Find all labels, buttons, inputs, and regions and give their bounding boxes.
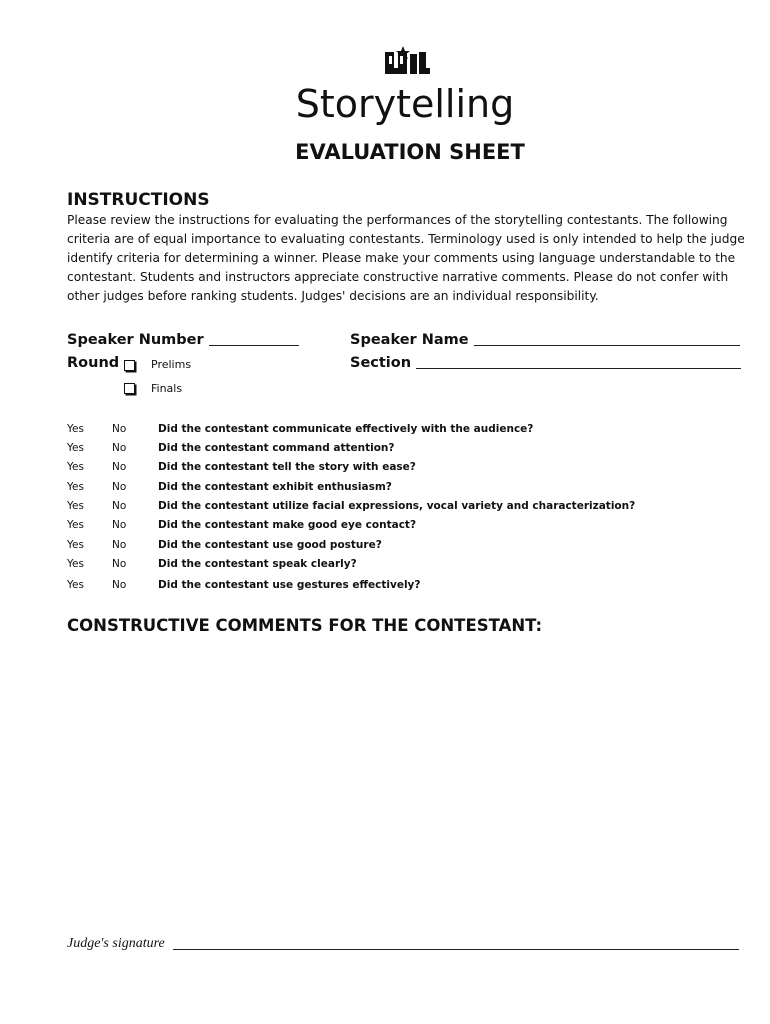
section-line[interactable] <box>416 367 741 369</box>
prelims-checkbox[interactable] <box>124 358 135 376</box>
yes-option[interactable]: Yes <box>67 423 84 435</box>
prelims-label: Prelims <box>151 358 192 371</box>
speaker-name-line[interactable] <box>474 344 740 346</box>
finals-label: Finals <box>151 382 183 395</box>
question-text: Did the contestant use good posture? <box>158 539 382 551</box>
question-text: Did the contestant exhibit enthusiasm? <box>158 481 392 493</box>
speaker-number-label: Speaker Number <box>67 332 204 348</box>
round-label: Round <box>67 355 120 371</box>
question-text: Did the contestant command attention? <box>158 442 395 454</box>
no-option[interactable]: No <box>112 423 127 435</box>
yes-option[interactable]: Yes <box>67 579 84 591</box>
document-title: Storytelling <box>295 82 515 126</box>
section-field <box>350 355 741 371</box>
uil-logo-icon <box>383 46 431 80</box>
yes-option[interactable]: Yes <box>67 481 84 493</box>
question-text: Did the contestant speak clearly? <box>158 558 357 570</box>
no-option[interactable]: No <box>112 519 127 531</box>
finals-checkbox[interactable] <box>124 381 135 399</box>
speaker-name-label: Speaker Name <box>350 332 469 348</box>
question-text: Did the contestant tell the story with ease? <box>158 461 416 473</box>
yes-option[interactable]: Yes <box>67 558 84 570</box>
no-option[interactable]: No <box>112 579 127 591</box>
question-text: Did the contestant use gestures effectively? <box>158 579 421 591</box>
no-option[interactable]: No <box>112 461 127 473</box>
no-option[interactable]: No <box>112 442 127 454</box>
no-option[interactable]: No <box>112 558 127 570</box>
speaker-number-line[interactable] <box>209 344 299 346</box>
signature-line[interactable] <box>173 949 739 950</box>
section-label: Section <box>350 355 412 371</box>
no-option[interactable]: No <box>112 500 127 512</box>
instructions-heading: INSTRUCTIONS <box>67 190 210 210</box>
yes-option[interactable]: Yes <box>67 442 84 454</box>
no-option[interactable]: No <box>112 539 127 551</box>
yes-option[interactable]: Yes <box>67 519 84 531</box>
yes-option[interactable]: Yes <box>67 500 84 512</box>
yes-option[interactable]: Yes <box>67 461 84 473</box>
question-text: Did the contestant utilize facial expressions, vocal variety and characterization? <box>158 500 636 512</box>
speaker-name-field <box>350 332 740 348</box>
no-option[interactable]: No <box>112 481 127 493</box>
comments-heading: CONSTRUCTIVE COMMENTS FOR THE CONTESTANT: <box>67 616 543 635</box>
signature-label: Judge's signature <box>67 936 165 951</box>
speaker-number-field <box>67 332 299 348</box>
question-text: Did the contestant make good eye contact? <box>158 519 417 531</box>
instructions-body: Please review the instructions for evaluating the performances of the storytelling contestants. The following criteria are of equal importance to evaluating contestants. Terminology used is only intended to help the judge identify criteria for determining a winner. Please make your comments using language understandable to the contestant. Students and instructors appreciate constructive narrative comments. Please do not confer with other judges before ranking students. Judges' decisions are an individual responsibility. <box>67 213 745 303</box>
document-subtitle: EVALUATION SHEET <box>295 140 525 164</box>
question-text: Did the contestant communicate effectively with the audience? <box>158 423 534 435</box>
yes-option[interactable]: Yes <box>67 539 84 551</box>
